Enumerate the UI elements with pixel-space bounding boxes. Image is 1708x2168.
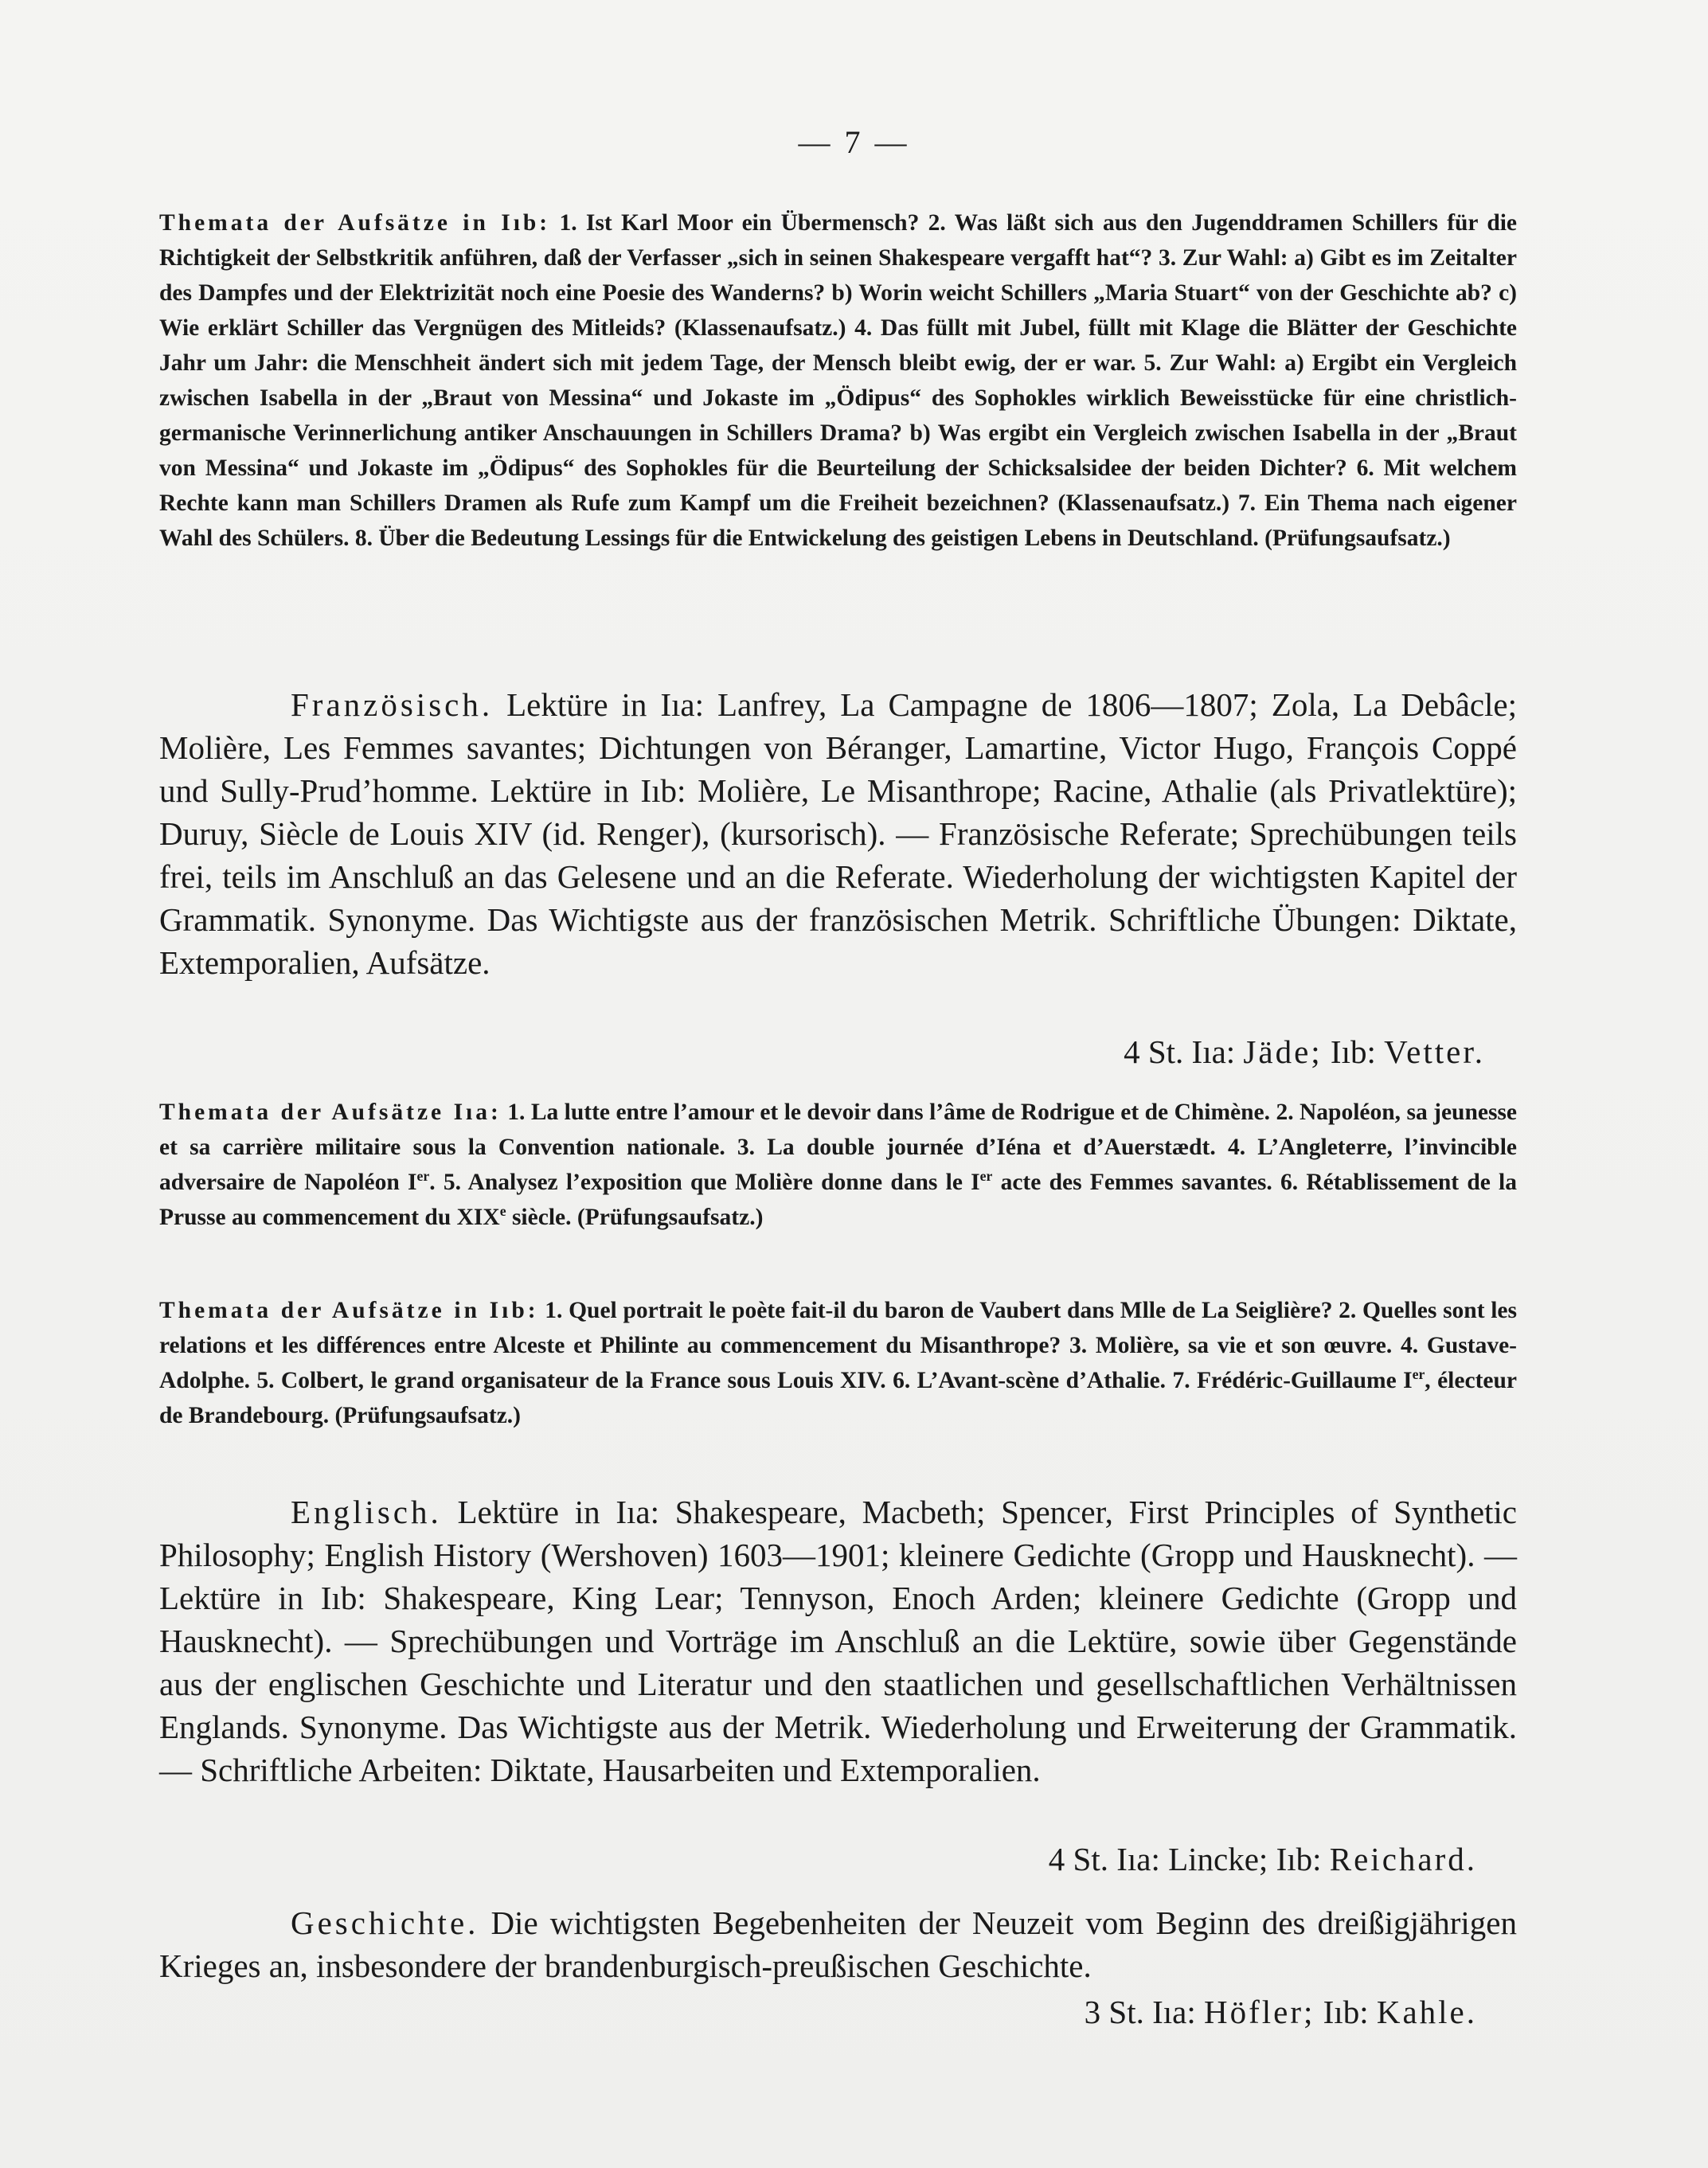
- superscript: er: [1412, 1366, 1425, 1383]
- history-heading: Geschichte.: [291, 1904, 479, 1941]
- english-hours: 4 St. Iıa:: [1048, 1841, 1160, 1877]
- english-heading: Englisch.: [291, 1494, 442, 1530]
- french-themes-a-text-4: siècle. (Prüfungsaufsatz.): [506, 1205, 764, 1230]
- french-text: Lektüre in Iıa: Lanfrey, La Campagne de 1806—1807; Zola, La Debâcle; Molière, Les Femmes savantes; Dichtungen von Béranger, Lamartine, Victor Hugo, François Coppé und Sully-Prud’homme. Lektüre in Iıb: Molière, Le Misanthrope; Racine, Athalie (als Privatlektüre); Duruy, Siècle de Louis XIV (id. Renger), (kursorisch). — Französische Referate; Sprechübungen teils frei, teils im Anschluß an das Gelesene und an die Referate. Wiederholung der wichtigsten Kapitel der Grammatik. Synonyme. Das Wichtigste aus der französischen Metrik. Schriftliche Übungen: Diktate, Extemporalien, Aufsätze.: [159, 686, 1518, 981]
- french-themes-a-text-2: . 5. Analysez l’exposition que Molière donne dans le I: [429, 1170, 980, 1195]
- history-section: [159, 1901, 1517, 1987]
- history-teacher-b: Kahle.: [1376, 1994, 1477, 2030]
- history-hours: 3 St. Iıa:: [1084, 1994, 1196, 2030]
- page-number: — 7 —: [798, 124, 910, 160]
- french-hours: 4 St. Iıa:: [1124, 1033, 1236, 1070]
- english-hours-line: [159, 1838, 1517, 1881]
- french-essay-topics-b: [159, 1293, 1517, 1433]
- superscript: er: [979, 1168, 993, 1185]
- superscript: e: [499, 1203, 506, 1220]
- french-hours-line: [159, 1030, 1517, 1073]
- french-themes-b-text-2: , électeur de Brandebourg. (Prüfungsaufsatz.): [159, 1368, 1517, 1428]
- german-themes-text: 1. Ist Karl Moor ein Übermensch? 2. Was läßt sich aus den Jugenddramen Schillers für die Richtigkeit der Selbstkritik anführen, daß der Verfasser „sich in seinen Shakespeare vergafft hat“? 3. Zur Wahl: a) Gibt es im Zeitalter des Dampfes und der Elektrizität noch eine Poesie des Wanderns? b) Worin weicht Schillers „Maria Stuart“ von der Geschichte ab? c) Wie erklärt Schiller das Vergnügen des Mitleids? (Klassenaufsatz.) 4. Das füllt mit Jubel, füllt mit Klage die Blätter der Geschichte Jahr um Jahr: die Menschheit ändert sich mit jedem Tage, der Mensch bleibt ewig, der er war. 5. Zur Wahl: a) Ergibt ein Vergleich zwischen Isabella in der „Braut von Messina“ und Jokaste im „Ödipus“ des Sophokles wirklich Beweisstücke für eine christlich-germanische Verinnerlichung antiker Anschauungen in Schillers Drama? b) Was ergibt ein Vergleich zwischen Isabella in der „Braut von Messina“ und Jokaste im „Ödipus“ des Sophokles für die Beurteilung der Schicksalsidee der beiden Dichter? 6. Mit welchem Rechte kann man Schillers Dramen als Rufe zum Kampf um die Freiheit bezeichnen? (Klassenaufsatz.) 7. Ein Thema nach eigener Wahl des Schülers. 8. Über die Bedeutung Lessings für die Entwickelung des geistigen Lebens in Deutschland. (Prüfungsaufsatz.): [159, 210, 1518, 551]
- french-themes-b-text-1: 1. Quel portrait le poète fait-il du baron de Vaubert dans Mlle de La Seiglière? 2. Quelles sont les relations et les différences entre Alceste et Philinte au commencement du Misanthrope? 3. Molière, sa vie et son œuvre. 4. Gustave-Adolphe. 5. Colbert, le grand organisateur de la France sous Louis XIV. 6. L’Avant-scène d’Athalie. 7. Frédéric-Guillaume I: [159, 1298, 1517, 1393]
- english-teacher-b: Reichard.: [1329, 1841, 1477, 1877]
- history-teacher-a: Höfler;: [1204, 1994, 1315, 2030]
- german-themes-heading: Themata der Aufsätze in Iıb:: [159, 210, 551, 236]
- french-themes-a-text-3: acte des Femmes savantes. 6. Rétablissement de la Prusse au commencement du XIX: [159, 1170, 1517, 1230]
- french-heading: Französisch.: [291, 686, 494, 723]
- french-teacher-b: Vetter.: [1384, 1033, 1485, 1070]
- french-essay-topics-a: [159, 1095, 1517, 1235]
- french-teacher-a: Jäde;: [1243, 1033, 1323, 1070]
- english-text: Lektüre in Iıa: Shakespeare, Macbeth; Spencer, First Principles of Synthetic Philosophy; English History (Wershoven) 1603—1901; kleinere Gedichte (Gropp und Hausknecht). — Lektüre in Iıb: Shakespeare, King Lear; Tennyson, Enoch Arden; kleinere Gedichte (Gropp und Hausknecht). — Sprechübungen und Vorträge im Anschluß an die Lektüre, sowie über Gegenstände aus der englischen Geschichte und Literatur und den staatlichen und gesellschaftlichen Verhältnissen Englands. Synonyme. Das Wichtigste aus der Metrik. Wiederholung und Erweiterung der Grammatik. — Schriftliche Arbeiten: Diktate, Hausarbeiten und Extemporalien.: [159, 1494, 1517, 1788]
- german-essay-topics: [159, 205, 1517, 556]
- french-themes-b-heading: Themata der Aufsätze in Iıb:: [159, 1298, 539, 1323]
- history-text: Die wichtigsten Begebenheiten der Neuzeit vom Beginn des dreißigjährigen Krieges an, insbesondere der brandenburgisch-preußischen Geschichte.: [159, 1904, 1518, 1984]
- english-class-b: Iıb:: [1276, 1841, 1322, 1877]
- superscript: er: [416, 1168, 430, 1185]
- english-section: [159, 1490, 1517, 1791]
- english-teacher-a: Lincke;: [1168, 1841, 1268, 1877]
- french-section: [159, 683, 1517, 984]
- french-themes-a-text-1: 1. La lutte entre l’amour et le devoir dans l’âme de Rodrigue et de Chimène. 2. Napoléon, sa jeunesse et sa carrière militaire sous la Convention nationale. 3. La double journée d’Iéna et d’Auerstædt. 4. L’Angleterre, l’invincible adversaire de Napoléon I: [159, 1100, 1517, 1195]
- history-class-b: Iıb:: [1323, 1994, 1369, 2030]
- french-class-b: Iıb:: [1330, 1033, 1376, 1070]
- history-hours-line: [159, 1990, 1517, 2033]
- french-themes-a-heading: Themata der Aufsätze Iıa:: [159, 1100, 502, 1125]
